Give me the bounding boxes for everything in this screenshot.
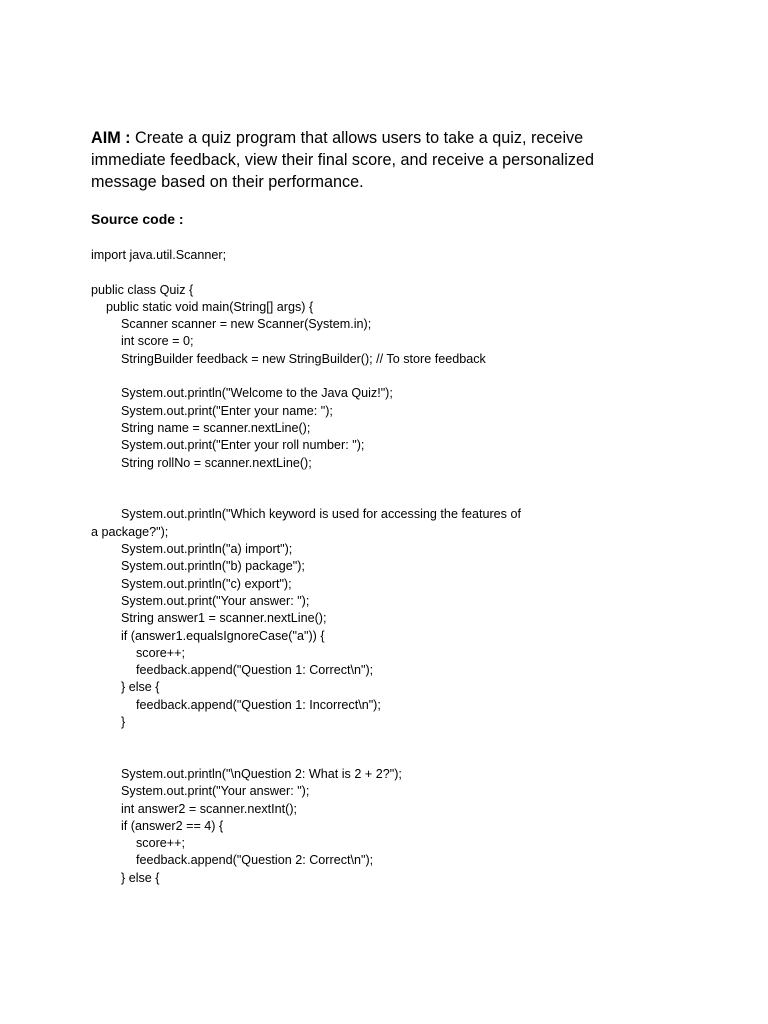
code-line: Scanner scanner = new Scanner(System.in);: [121, 317, 372, 332]
code-line: System.out.println("Which keyword is used for accessing the features of: [121, 507, 521, 522]
code-line: public class Quiz {: [91, 282, 194, 297]
aim-text: Create a quiz program that allows users to take a quiz, receive: [130, 129, 584, 147]
code-line: String answer1 = scanner.nextLine();: [121, 611, 327, 626]
code-line: [91, 749, 711, 766]
code-line: [91, 368, 711, 385]
source-code-block: [91, 247, 711, 887]
code-line: System.out.print("Your answer: ");: [121, 593, 310, 608]
code-line: } else {: [121, 680, 160, 695]
aim-line-2: immediate feedback, view their final score, and receive a personalized: [91, 151, 594, 169]
code-line: int score = 0;: [121, 334, 194, 349]
code-line: } else {: [121, 870, 160, 885]
aim-line-3: message based on their performance.: [91, 173, 364, 191]
source-code-heading: Source code :: [91, 211, 184, 227]
code-line: [91, 731, 711, 748]
code-line: [91, 472, 711, 489]
code-line: }: [121, 715, 126, 730]
code-line: String name = scanner.nextLine();: [121, 420, 311, 435]
code-line: System.out.println("Welcome to the Java Quiz!");: [121, 386, 393, 401]
code-line: if (answer1.equalsIgnoreCase("a")) {: [121, 628, 325, 643]
code-line: score++;: [136, 645, 186, 660]
code-line: StringBuilder feedback = new StringBuilder(); // To store feedback: [121, 351, 486, 366]
code-line: System.out.print("Enter your roll number: ");: [121, 438, 365, 453]
code-line: import java.util.Scanner;: [91, 248, 227, 262]
code-line: System.out.print("Your answer: ");: [121, 784, 310, 799]
code-line: public static void main(String[] args) {: [106, 299, 314, 314]
code-line: feedback.append("Question 1: Correct\n");: [136, 663, 374, 678]
code-line: score++;: [136, 836, 186, 851]
code-line: feedback.append("Question 1: Incorrect\n");: [136, 697, 381, 712]
aim-label: AIM :: [91, 129, 131, 147]
code-line: int answer2 = scanner.nextInt();: [121, 801, 298, 816]
code-line: System.out.println("c) export");: [121, 576, 292, 591]
code-line: if (answer2 == 4) {: [121, 818, 224, 833]
code-line: System.out.println("b) package");: [121, 559, 305, 574]
code-line: a package?");: [91, 524, 169, 539]
code-line: String rollNo = scanner.nextLine();: [121, 455, 312, 470]
code-line: [91, 264, 711, 281]
aim-line-1: [91, 127, 691, 149]
aim-paragraph: [91, 127, 691, 193]
code-line: [91, 489, 711, 506]
code-line: System.out.println("\nQuestion 2: What is 2 + 2?");: [121, 766, 402, 781]
code-line: feedback.append("Question 2: Correct\n");: [136, 853, 374, 868]
code-line: System.out.println("a) import");: [121, 542, 293, 557]
code-line: System.out.print("Enter your name: ");: [121, 403, 333, 418]
